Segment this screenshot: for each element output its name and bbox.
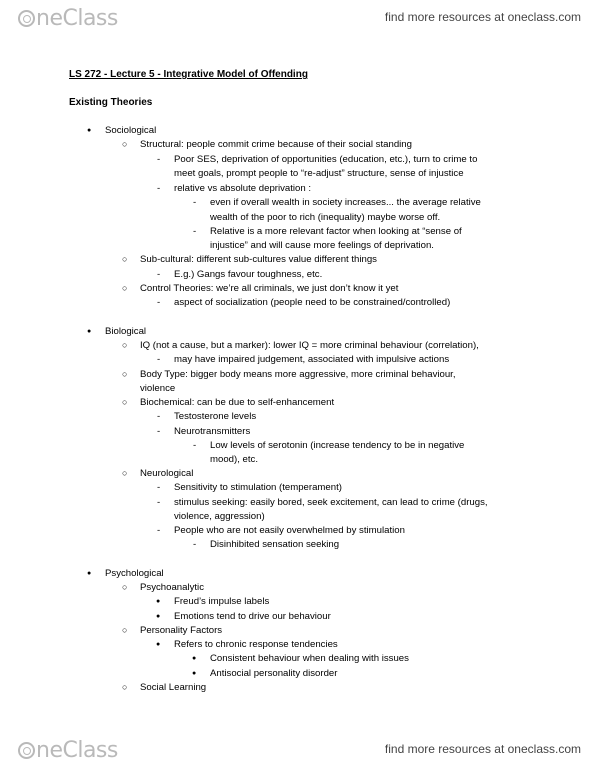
list-item: - E.g.) Gangs favour toughness, etc. bbox=[174, 268, 322, 282]
list-item: - Sensitivity to stimulation (temperament) bbox=[174, 481, 342, 495]
list-item: ○ Biochemical: can be due to self-enhancement bbox=[140, 396, 334, 410]
list-item-continuation: violence bbox=[140, 383, 176, 394]
document-title: LS 272 - Lecture 5 - Integrative Model of Offending bbox=[69, 69, 308, 80]
list-item: ● Antisocial personality disorder bbox=[210, 667, 337, 681]
list-item: ○ Neurological bbox=[140, 467, 193, 481]
oneclass-logo[interactable]: neClass bbox=[18, 6, 118, 31]
oneclass-logo-footer[interactable]: neClass bbox=[18, 738, 118, 763]
list-item: ● Sociological bbox=[105, 124, 156, 138]
list-item: ○ Body Type: bigger body means more aggressive, more criminal behaviour, bbox=[140, 368, 456, 382]
list-item: ○ Structural: people commit crime because of their social standing bbox=[140, 138, 412, 152]
oneclass-logo-icon bbox=[18, 742, 35, 759]
list-item: ○ Sub-cultural: different sub-cultures value different things bbox=[140, 253, 377, 267]
list-item-continuation: mood), etc. bbox=[210, 454, 258, 465]
list-item: ● Freud’s impulse labels bbox=[174, 595, 269, 609]
list-item-continuation: injustice” and will cause more feelings of deprivation. bbox=[210, 240, 434, 251]
list-item-continuation: meet goals, prompt people to “re-adjust” structure, sense of injustice bbox=[174, 168, 464, 179]
list-item: ● Biological bbox=[105, 325, 146, 339]
list-item: - People who are not easily overwhelmed by stimulation bbox=[174, 524, 405, 538]
list-item: ● Psychological bbox=[105, 567, 164, 581]
list-item: ○ Personality Factors bbox=[140, 624, 222, 638]
find-resources-link[interactable]: find more resources at oneclass.com bbox=[384, 10, 581, 24]
list-item: - Testosterone levels bbox=[174, 410, 256, 424]
section-heading: Existing Theories bbox=[69, 97, 153, 108]
list-item: ○ IQ (not a cause, but a marker): lower IQ = more criminal behaviour (correlation), bbox=[140, 339, 479, 353]
find-resources-link-footer[interactable]: find more resources at oneclass.com bbox=[384, 742, 581, 756]
list-item: - even if overall wealth in society increases... the average relative bbox=[210, 196, 481, 210]
list-item-continuation: violence, aggression) bbox=[174, 511, 265, 522]
list-item: - Relative is a more relevant factor when looking at “sense of bbox=[210, 225, 462, 239]
list-item: ● Refers to chronic response tendencies bbox=[174, 638, 338, 652]
list-item: - relative vs absolute deprivation : bbox=[174, 182, 311, 196]
list-item: ○ Control Theories: we’re all criminals, we just don’t know it yet bbox=[140, 282, 398, 296]
list-item: - Disinhibited sensation seeking bbox=[210, 538, 339, 552]
list-item-continuation: wealth of the poor to rich (inequality) maybe worse off. bbox=[210, 212, 441, 223]
list-item: - Neurotransmitters bbox=[174, 425, 250, 439]
list-item: ● Emotions tend to drive our behaviour bbox=[174, 610, 331, 624]
list-item: ○ Psychoanalytic bbox=[140, 581, 204, 595]
list-item: ● Consistent behaviour when dealing with issues bbox=[210, 652, 409, 666]
list-item: ○ Social Learning bbox=[140, 681, 206, 695]
list-item: - stimulus seeking: easily bored, seek excitement, can lead to crime (drugs, bbox=[174, 496, 488, 510]
list-item: - aspect of socialization (people need to be constrained/controlled) bbox=[174, 296, 450, 310]
list-item: - Poor SES, deprivation of opportunities (education, etc.), turn to crime to bbox=[174, 153, 477, 167]
list-item: - may have impaired judgement, associated with impulsive actions bbox=[174, 353, 449, 367]
list-item: - Low levels of serotonin (increase tendency to be in negative bbox=[210, 439, 464, 453]
oneclass-logo-icon bbox=[18, 10, 35, 27]
